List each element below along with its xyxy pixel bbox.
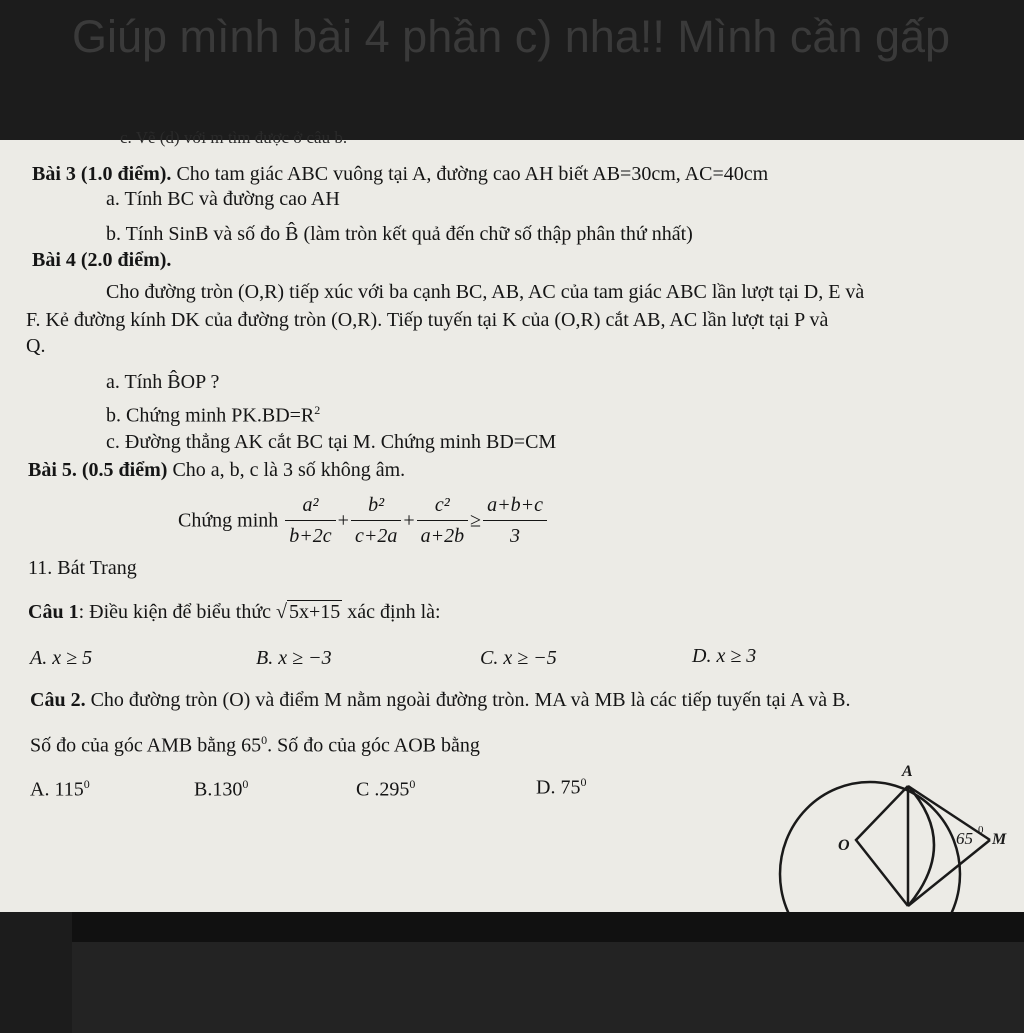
bai4-part-b-text: b. Chứng minh PK.BD=R: [106, 404, 315, 427]
bai3-text: Cho tam giác ABC vuông tại A, đường cao AH biết AB=30cm, AC=40cm: [176, 163, 769, 185]
sqrt-radicand: 5x+15: [289, 601, 341, 623]
cau1-option-b: B. x ≥ −3: [256, 647, 332, 669]
cau1-option-d: D. x ≥ 3: [692, 645, 757, 667]
cau1-tail: xác định là:: [347, 601, 441, 623]
cau2-option-a-value: 115: [54, 778, 84, 801]
bai4-part-c: c. Đường thẳng AK cắt BC tại M. Chứng minh BD=CM: [106, 431, 557, 453]
bai3-part-b: [106, 222, 693, 246]
cau2-option-a: [30, 772, 90, 802]
bai3-heading: Bài 3 (1.0 điểm).: [32, 163, 172, 185]
bai3-line: [32, 162, 768, 186]
bai5-heading: Bài 5. (0.5 điểm): [28, 459, 168, 481]
angle-label: 65: [956, 829, 973, 848]
cau2-line-1: [30, 688, 851, 712]
section-11-heading: 11. Bát Trang: [28, 557, 137, 579]
sqrt-symbol-icon: √: [276, 601, 288, 623]
bottom-shadow-strip: [72, 912, 1024, 942]
fraction-1-num: a²: [285, 492, 335, 521]
tangent-mb: [908, 840, 990, 906]
label-m: M: [992, 831, 1007, 848]
cau2-option-d-letter: D.: [536, 776, 556, 799]
fraction-rhs-num: a+b+c: [483, 492, 547, 521]
fraction-1: [285, 492, 335, 549]
geq-sign: ≥: [470, 509, 482, 532]
cau2-degree: 0: [261, 733, 268, 747]
cau2-option-d-value: 75: [560, 776, 581, 799]
bai4-power: 2: [314, 403, 321, 417]
question-title: Giúp mình bài 4 phần c) nha!! Mình cần gấp: [72, 11, 951, 62]
fraction-3-den: a+2b: [420, 525, 465, 547]
fraction-1-den: b+2c: [289, 525, 332, 547]
bai4-part-a: a. Tính B̂OP ?: [106, 371, 220, 393]
kite-lines: [856, 786, 908, 906]
cau1-label: Câu 1: [28, 601, 79, 623]
bai5-line: [28, 458, 405, 482]
cau2-option-c-degree: 0: [409, 777, 416, 791]
bai3-part-a: a. Tính BC và đường cao AH: [106, 188, 340, 210]
cau2-label: Câu 2.: [30, 689, 86, 711]
cau1-text: : Điều kiện để biểu thức: [78, 601, 272, 623]
sqrt-expression: [276, 600, 342, 623]
bai4-heading: Bài 4 (2.0 điểm).: [32, 249, 172, 271]
tangent-figure: [760, 754, 1024, 934]
cau2-option-c-letter: C .: [356, 778, 380, 801]
fraction-rhs-den: 3: [510, 525, 521, 547]
label-o: O: [838, 837, 850, 854]
cau2-option-b: [194, 772, 248, 802]
angle-degree: 0: [978, 824, 984, 836]
fraction-3-num: c²: [417, 492, 469, 521]
cau2-text-1: Cho đường tròn (O) và điểm M nằm ngoài đường tròn. MA và MB là các tiếp tuyến tại A và B.: [90, 689, 851, 711]
cau2-text-2: Số đo của góc AMB bằng 65: [30, 734, 262, 757]
fraction-2-den: c+2a: [354, 525, 398, 547]
cau1-line: [28, 600, 441, 624]
cau1-option-c: C. x ≥ −5: [480, 647, 557, 669]
worksheet-photo: [0, 128, 1024, 912]
cau2-option-c-value: 295: [379, 778, 410, 801]
bai3-angle: B̂: [285, 223, 299, 245]
cau2-option-c: [356, 772, 415, 802]
cau2-option-a-letter: A.: [30, 778, 50, 801]
cau1-option-a: A. x ≥ 5: [30, 647, 93, 669]
label-a: A: [902, 763, 913, 780]
fraction-2: [351, 492, 401, 549]
prove-label: Chứng minh: [178, 509, 279, 532]
bai5-text: Cho a, b, c là 3 số không âm.: [172, 459, 406, 481]
cau2-option-a-degree: 0: [83, 777, 90, 791]
bai3-part-b-note: (làm tròn kết quả đến chữ số thập phân thứ nhất): [303, 223, 693, 245]
fraction-2-num: b²: [351, 492, 401, 521]
cau2-option-b-value: 130: [212, 778, 243, 801]
bai4-line-3: Q.: [26, 335, 46, 357]
fraction-3: [417, 492, 469, 549]
plus-sign-1: +: [337, 509, 349, 532]
cau2-option-b-degree: 0: [242, 777, 249, 791]
bai4-part-b: [106, 398, 320, 428]
cau2-option-d-degree: 0: [580, 775, 587, 789]
cau2-line-2: [30, 728, 480, 758]
fraction-rhs: [483, 492, 547, 549]
bai4-line-1: Cho đường tròn (O,R) tiếp xúc với ba cạnh BC, AB, AC của tam giác ABC lần lượt tại D, E và: [106, 281, 865, 303]
plus-sign-2: +: [403, 509, 415, 532]
bai4-line-2: F. Kẻ đường kính DK của đường tròn (O,R). Tiếp tuyến tại K của (O,R) cắt AB, AC lần lượt tại P và: [26, 309, 829, 331]
cut-off-line: c. Vẽ (d) với m tìm được ở câu b.: [120, 128, 348, 147]
cau2-option-d: [536, 770, 586, 800]
bai3-part-b-text: b. Tính SinB và số đo: [106, 223, 281, 245]
cau2-option-b-letter: B.: [194, 778, 213, 801]
cau2-text-2-end: . Số đo của góc AOB bằng: [267, 734, 480, 757]
bai5-inequality: [178, 492, 549, 549]
